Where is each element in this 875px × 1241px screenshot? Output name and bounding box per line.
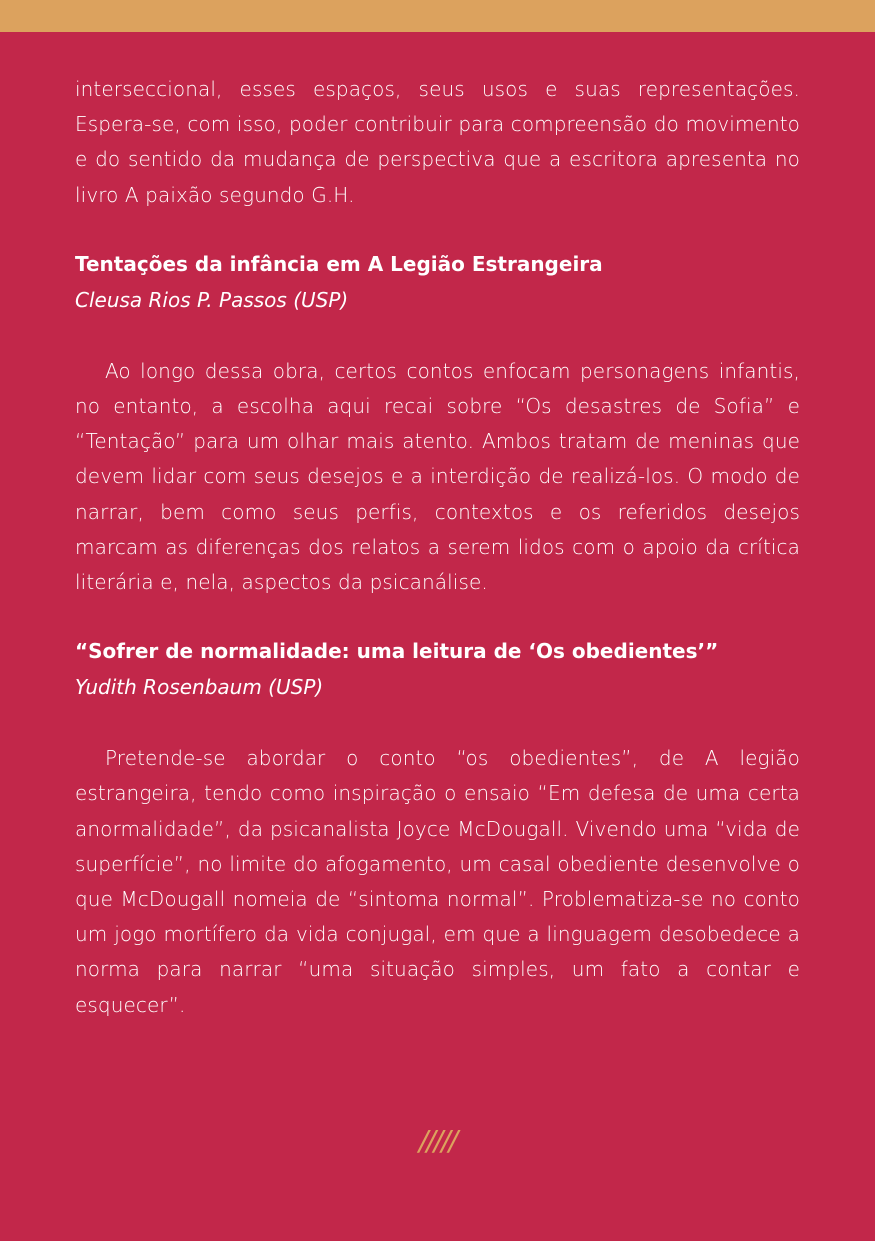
section-title: “Sofrer de normalidade: uma leitura de ‘Os obedientes’” <box>75 639 719 664</box>
slash-divider: ///// <box>418 1124 457 1157</box>
section-body: Pretende-se abordar o conto “os obedientes”, de A legião estrangeira, tendo como inspiração o ensaio “Em defesa de uma certa anormalidade”, da psicanalista Joyce McDougall. Vivendo uma “vida de superfície”, no limite do afogamento, um casal obediente desenvolve o que McDougall nomeia de “sintoma normal”. Problematiza-se no conto um jogo mortífero da vida conjugal, em que a linguagem desobedece a norma para narrar “uma situação simples, um fato a contar e esquecer”. <box>75 746 800 1017</box>
section-author: Yudith Rosenbaum (USP) <box>75 675 324 700</box>
section-title: Tentações da infância em A Legião Estrangeira <box>75 251 603 276</box>
intro-paragraph: interseccional, esses espaços, seus usos e suas representações. Espera-se, com isso, poder contribuir para compreensão do movimento e do sentido da mudança de perspectiva que a escritora apresenta no livro A paixão segundo G.H. <box>75 77 800 207</box>
section-body: Ao longo dessa obra, certos contos enfocam personagens infantis, no entanto, a escolha aqui recai sobre “Os desastres de Sofia” e “Tentação” para um olhar mais atento. Ambos tratam de meninas que devem lidar com seus desejos e a interdição de realizá-los. O modo de narrar, bem como seus perfis, contextos e os referidos desejos marcam as diferenças dos relatos a serem lidos com o apoio da crítica literária e, nela, aspectos da psicanálise. <box>75 358 800 595</box>
top-color-band <box>0 0 875 32</box>
section-passos <box>75 246 800 600</box>
section-author: Cleusa Rios P. Passos (USP) <box>75 287 349 312</box>
section-rosenbaum <box>75 633 800 1023</box>
page-content <box>75 72 800 1023</box>
